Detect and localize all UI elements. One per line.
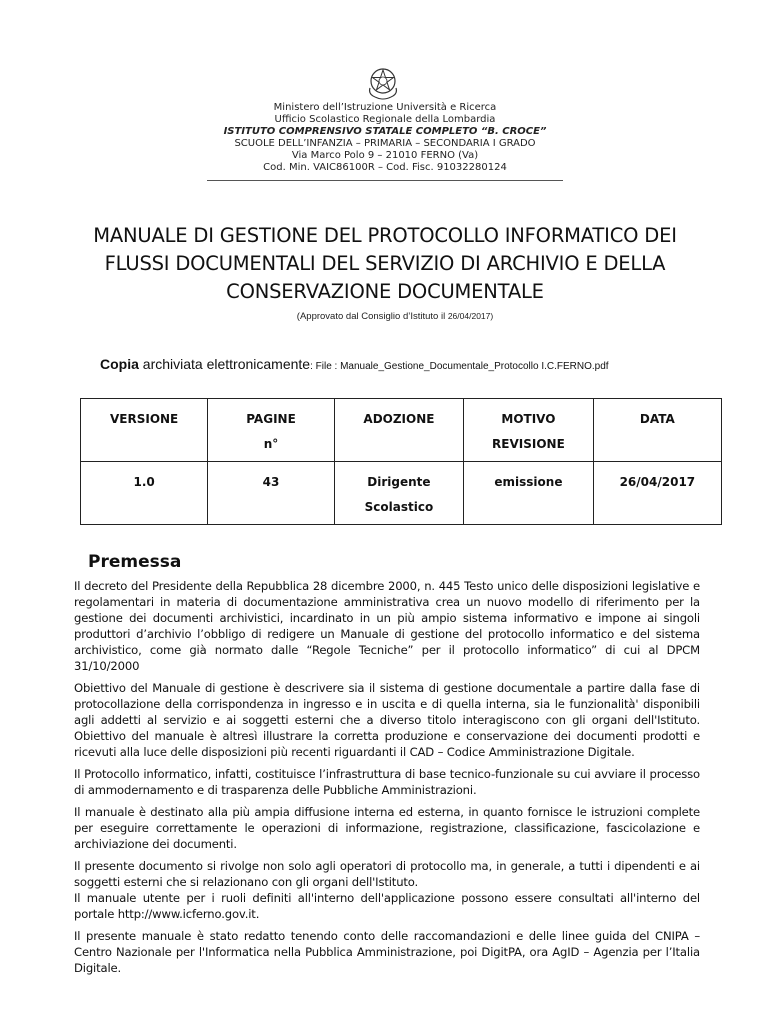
section-body: [74, 578, 700, 982]
approval-date: 26/04/2017): [447, 311, 494, 321]
letterhead-school-levels: SCUOLE DELL’INFANZIA – PRIMARIA – SECONDARIA I GRADO: [234, 138, 536, 149]
header-adozione: ADOZIONE: [334, 399, 463, 462]
paragraph-5: Il presente documento si rivolge non solo agli operatori di protocollo ma, in generale, a tutti i dipendenti e ai soggetti esterni che si relazionano con gli organi dell'Istituto.: [74, 859, 700, 889]
paragraph-3: Il Protocollo informatico, infatti, costituisce l’infrastruttura di base tecnico-funzionale su cui avviare il processo di ammodernamento e di trasparenza delle Pubbliche Amministrazioni.: [74, 767, 700, 797]
cell-data: 26/04/2017: [593, 462, 721, 525]
copy-file-name: : File : Manuale_Gestione_Documentale_Protocollo I.C.FERNO.pdf: [310, 361, 609, 372]
approval-note: [0, 311, 770, 322]
title-line-1: MANUALE DI GESTIONE DEL PROTOCOLLO INFORMATICO DEI: [93, 224, 677, 247]
version-table: [80, 398, 722, 525]
header-motivo-revisione: MOTIVO REVISIONE: [464, 399, 594, 462]
title-line-3: CONSERVAZIONE DOCUMENTALE: [226, 280, 544, 303]
paragraph-7: Il presente manuale è stato redatto tenendo conto delle raccomandazioni e delle linee guida del CNIPA – Centro Nazionale per l'Informatica nella Pubblica Amministrazione, poi DigitPA, ora AgID – Agenzia per l’Italia Digitale.: [74, 929, 700, 975]
cell-pagine: 43: [208, 462, 334, 525]
cell-adozione: Dirigente Scolastico: [334, 462, 463, 525]
letterhead-codes: Cod. Min. VAIC86100R – Cod. Fisc. 91032280124: [263, 162, 507, 173]
table-row: [81, 462, 722, 525]
paragraph-6: Il manuale utente per i ruoli definiti all'interno dell'applicazione possono essere consultati all'interno del portale http://www.icferno.gov.it.: [74, 891, 700, 921]
copy-description: archiviata elettronicamente: [138, 356, 311, 372]
version-table-header: [81, 399, 722, 462]
section-title: Premessa: [88, 552, 182, 572]
cell-versione: 1.0: [81, 462, 208, 525]
italian-republic-emblem-icon: [365, 64, 401, 102]
letterhead-ministry: Ministero dell’Istruzione Università e Ricerca: [273, 102, 497, 113]
letterhead-address: Via Marco Polo 9 – 21010 FERNO (Va): [291, 150, 479, 161]
paragraph-1: Il decreto del Presidente della Repubblica 28 dicembre 2000, n. 445 Testo unico delle disposizioni legislative e regolamentari in materia di documentazione amministrativa crea un nuovo modello di riferimento per la gestione dei documenti archivistici, incardinato in un più ampio sistema informativo e impone ai singoli produttori d’archivio l’obbligo di redigere un Manuale di gestione del protocollo informatico e del sistema archivistico, come già normato dalle “Regole Tecniche” per il protocollo informatico” di cui al DPCM 31/10/2000: [74, 579, 700, 673]
paragraph-4: Il manuale è destinato alla più ampia diffusione interna ed esterna, in quanto fornisce le istruzioni complete per eseguire correttamente le operazioni di informazione, registrazione, classificazione, fascicolazione e archiviazione dei documenti.: [74, 805, 700, 851]
letterhead-school-name: ISTITUTO COMPRENSIVO STATALE COMPLETO “B. CROCE”: [223, 126, 547, 137]
header-pagine: PAGINE n°: [208, 399, 334, 462]
cell-motivo: emissione: [464, 462, 594, 525]
archived-copy-line: [100, 356, 609, 372]
letterhead-regional-office: Ufficio Scolastico Regionale della Lombardia: [274, 114, 496, 125]
title-line-2: FLUSSI DOCUMENTALI DEL SERVIZIO DI ARCHIVIO E DELLA: [104, 252, 666, 275]
header-versione: VERSIONE: [81, 399, 208, 462]
document-title: [60, 222, 710, 306]
copy-label: Copia: [100, 356, 139, 372]
letterhead: [0, 102, 770, 181]
paragraph-2: Obiettivo del Manuale di gestione è descrivere sia il sistema di gestione documentale a partire dalla fase di protocollazione della corrispondenza in ingresso e in uscita e di quella interna, sia le funzionalità' disponibili agli addetti al servizio e ai soggetti esterni che a diverso titolo interagiscono con gli organi dell'Istituto. Obiettivo del manuale è altresì illustrare la corretta produzione e conservazione dei documenti prodotti e ricevuti alla luce delle disposizioni più recenti riguardanti il CAD – Codice Amministrazione Digitale.: [74, 681, 700, 759]
header-data: DATA: [593, 399, 721, 462]
letterhead-divider: [207, 176, 563, 181]
approval-text: (Approvato dal Consiglio d’Istituto il: [296, 311, 446, 322]
